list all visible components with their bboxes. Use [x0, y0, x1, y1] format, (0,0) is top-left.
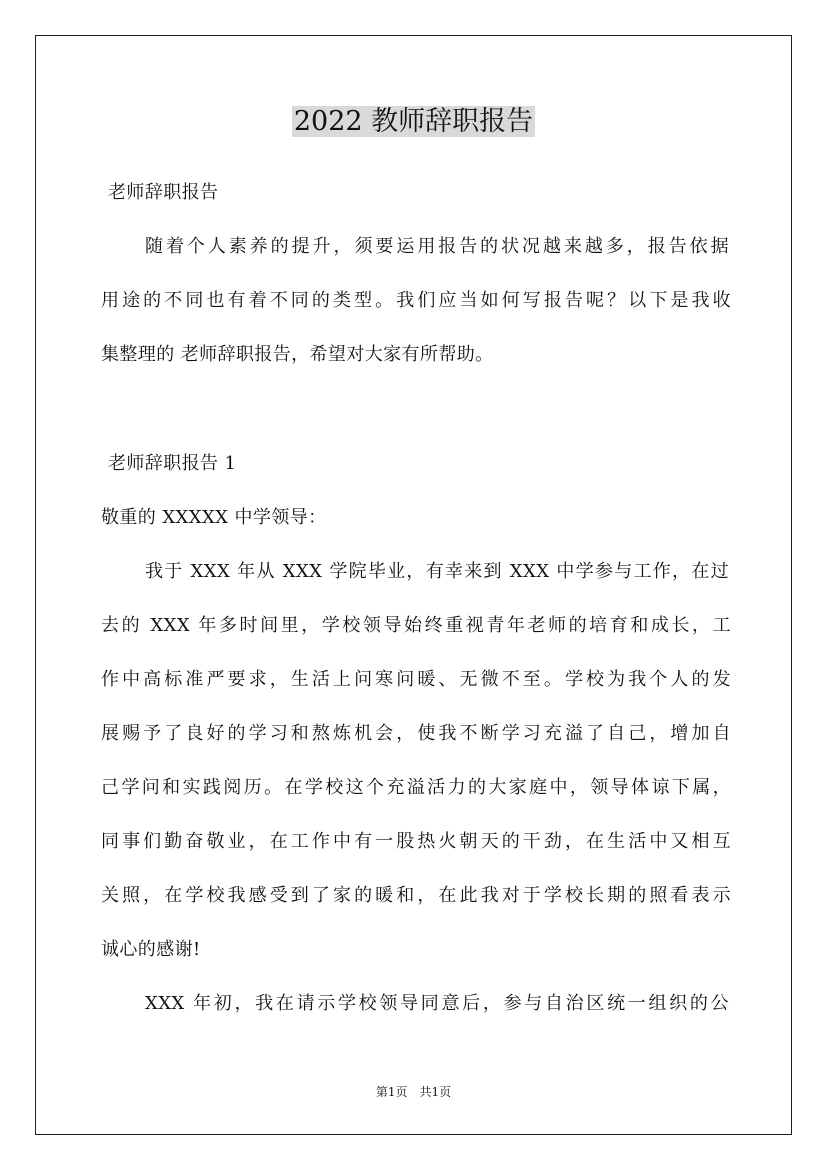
intro-line: 集整理的 老师辞职报告，希望对大家有所帮助。: [101, 344, 494, 365]
section-heading: 老师辞职报告 1: [108, 453, 237, 474]
body-line: 作中高标准严要求，生活上问寒问暖、无微不至。学校为我个人的发: [101, 669, 731, 690]
body-line: 去的 XXX 年多时间里，学校领导始终重视青年老师的培育和成长，工: [101, 615, 731, 636]
document-title: [0, 102, 827, 142]
salutation: 敬重的 XXXXX 中学领导：: [101, 507, 327, 528]
intro-line: 随着个人素养的提升，须要运用报告的状况越来越多，报告依据: [145, 236, 729, 257]
intro-line: 用途的不同也有着不同的类型。我们应当如何写报告呢？以下是我收: [101, 290, 731, 311]
body-line: 我于 XXX 年从 XXX 学院毕业，有幸来到 XXX 中学参与工作，在过: [145, 561, 729, 582]
subtitle: 老师辞职报告: [108, 182, 219, 203]
paragraph-line: XXX 年初，我在请示学校领导同意后，参与自治区统一组织的公: [145, 993, 729, 1014]
document-title-text: 2022 教师辞职报告: [293, 106, 534, 137]
body-line: 己学问和实践阅历。在学校这个充溢活力的大家庭中，领导体谅下属，: [101, 777, 731, 798]
body-line: 关照，在学校我感受到了家的暖和，在此我对于学校长期的照看表示: [101, 885, 731, 906]
page-number: 第1页 共1页: [375, 1085, 452, 1099]
body-line: 展赐予了良好的学习和熬炼机会，使我不断学习充溢了自己，增加自: [101, 723, 731, 744]
body-line: 同事们勤奋敬业，在工作中有一股热火朝天的干劲，在生活中又相互: [101, 831, 731, 852]
body-line: 诚心的感谢!: [101, 939, 201, 960]
